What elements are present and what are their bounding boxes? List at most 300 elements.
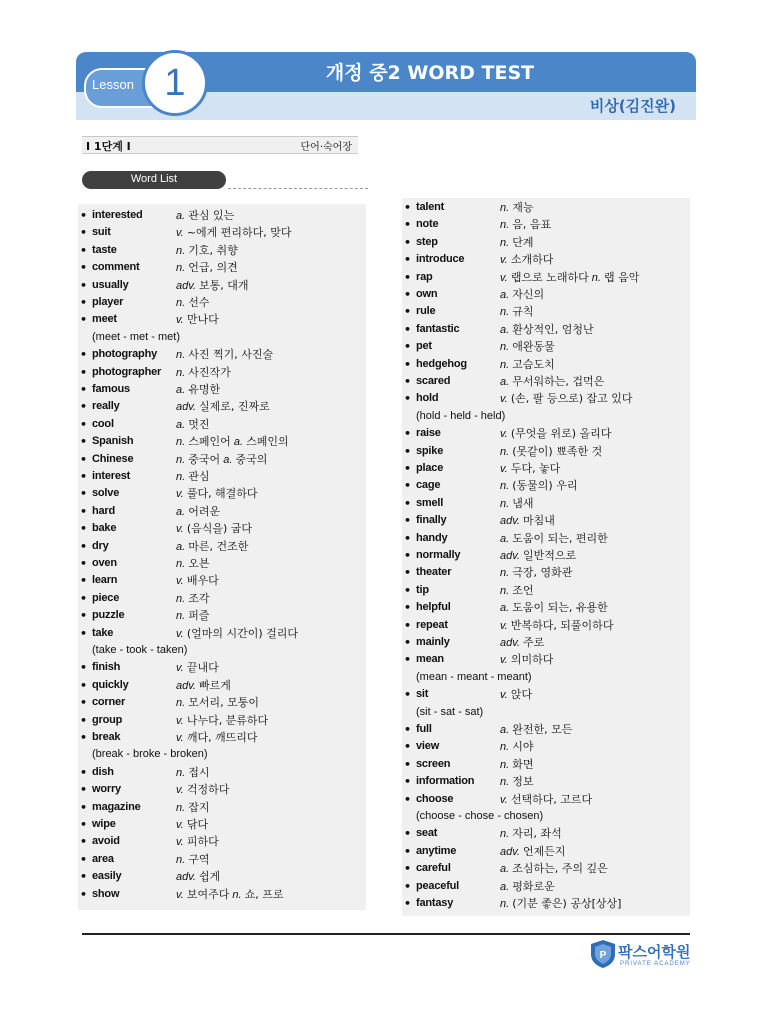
part-of-speech: v. — [176, 662, 184, 675]
vocab-definition — [500, 599, 608, 617]
vocab-word: repeat — [416, 618, 448, 631]
bullet-icon: • — [404, 444, 412, 458]
verb-forms: (meet - met - met) — [92, 330, 181, 343]
meaning: 잡지 — [188, 800, 210, 814]
vocab-word: magazine — [92, 800, 141, 813]
part-of-speech: a. — [176, 210, 186, 222]
vocab-definition — [500, 878, 555, 896]
word-list-label: Word List — [130, 173, 178, 185]
bullet-icon: • — [80, 417, 88, 431]
vocab-definition — [176, 712, 268, 730]
part-of-speech: n. — [591, 271, 601, 284]
bullet-icon: • — [80, 539, 88, 553]
vocab-definition — [176, 346, 273, 364]
part-of-speech: n. — [176, 436, 186, 449]
vocab-definition — [500, 460, 560, 478]
meaning: (얼마의 시간이) 걸리다 — [186, 626, 299, 640]
vocab-definition — [176, 416, 210, 434]
bullet-icon: • — [80, 487, 88, 501]
vocab-definition — [500, 477, 577, 495]
bullet-icon: • — [80, 678, 88, 692]
vocab-word: learn — [92, 574, 118, 587]
verb-forms: (break - broke - broken) — [92, 748, 208, 761]
page-title: 개정 중2 WORD TEST — [325, 62, 535, 84]
vocab-definition — [176, 520, 252, 538]
meaning: 음, 음표 — [512, 218, 552, 232]
part-of-speech: v. — [176, 819, 184, 831]
part-of-speech: n. — [500, 567, 510, 580]
page-subtitle: 비상(김진완) — [589, 97, 676, 115]
meaning: 닦다 — [186, 818, 209, 831]
bullet-icon: • — [404, 218, 412, 232]
meaning: 중국어 — [188, 452, 221, 466]
part-of-speech: v. — [176, 488, 184, 501]
vocab-word: full — [416, 723, 432, 735]
bullet-icon: • — [80, 522, 88, 536]
vocab-definition — [176, 398, 270, 416]
vocab-definition — [500, 495, 534, 513]
meaning: 도움이 되는, 편리한 — [512, 531, 608, 545]
bullet-icon: • — [80, 783, 88, 797]
bullet-icon: • — [80, 609, 88, 623]
meaning: 구역 — [188, 852, 210, 866]
vocab-word: finish — [92, 661, 121, 674]
meaning: 보통, 대개 — [199, 278, 249, 292]
meaning: (무엇을 위로) 올리다 — [510, 427, 612, 441]
bullet-icon: • — [80, 261, 88, 275]
meaning: 모서리, 모퉁이 — [188, 696, 259, 710]
part-of-speech: adv. — [176, 679, 196, 692]
vocab-word: cage — [416, 479, 441, 492]
vocab-definition — [176, 468, 210, 486]
stage-box — [82, 136, 358, 154]
vocab-definition — [500, 356, 555, 374]
vocab-word: smell — [416, 496, 444, 509]
vocab-definition — [176, 381, 220, 399]
bullet-icon: • — [80, 383, 88, 396]
meaning: 선택하다, 고르다 — [510, 792, 593, 806]
part-of-speech: a. — [233, 436, 244, 449]
part-of-speech: n. — [500, 236, 510, 249]
part-of-speech: v. — [176, 227, 184, 240]
meaning: 나누다, 분류하다 — [186, 713, 269, 727]
vocab-definition — [500, 286, 544, 304]
vocab-word: anytime — [416, 844, 457, 857]
meaning: 의미하다 — [510, 653, 554, 667]
vocab-definition — [500, 373, 604, 391]
meaning: 조심하는, 주의 깊은 — [512, 862, 608, 876]
vocab-definition — [176, 625, 298, 643]
bullet-icon: • — [404, 653, 412, 667]
meaning: 선수 — [188, 296, 210, 309]
vocab-word: hard — [92, 504, 116, 517]
bullet-icon: • — [80, 557, 88, 570]
vocab-definition — [500, 651, 553, 669]
meaning: 언제든지 — [523, 844, 566, 858]
vocab-word: oven — [92, 557, 117, 569]
vocab-word: take — [92, 626, 114, 639]
vocab-word: avoid — [92, 835, 120, 848]
part-of-speech: n. — [500, 898, 510, 910]
vocab-word: screen — [416, 757, 451, 770]
part-of-speech: v. — [500, 619, 508, 632]
part-of-speech: n. — [176, 262, 186, 275]
meaning: 반복하다, 되풀이하다 — [510, 618, 614, 632]
shield-logo-icon — [590, 939, 616, 969]
meaning: 조언 — [512, 583, 534, 597]
vocab-word: raise — [416, 427, 441, 440]
vocab-definition — [176, 694, 259, 712]
vocab-definition — [500, 617, 613, 635]
part-of-speech: v. — [176, 784, 184, 797]
part-of-speech: v. — [176, 836, 184, 849]
part-of-speech: a. — [500, 323, 510, 336]
part-of-speech: a. — [500, 724, 510, 736]
footer-divider — [82, 933, 690, 935]
meaning: (음식을) 굽다 — [186, 522, 253, 536]
meaning: 무서워하는, 겁먹은 — [512, 375, 605, 388]
vocab-definition — [176, 886, 284, 904]
bullet-icon: • — [404, 897, 412, 910]
bullet-icon: • — [404, 496, 412, 510]
vocab-definition — [500, 321, 594, 339]
part-of-speech: v. — [500, 654, 508, 667]
part-of-speech: v. — [176, 732, 184, 744]
meaning: 규칙 — [512, 305, 534, 319]
vocab-definition — [176, 607, 210, 625]
part-of-speech: n. — [500, 306, 510, 319]
vocab-definition — [500, 234, 534, 252]
vocab-word: peaceful — [416, 879, 460, 892]
meaning: 냄새 — [512, 496, 534, 510]
bullet-icon: • — [404, 636, 412, 649]
vocab-word: own — [416, 288, 438, 300]
part-of-speech: n. — [176, 592, 186, 605]
vocab-word: worry — [92, 783, 121, 796]
bullet-icon: • — [80, 765, 88, 779]
meaning: 보여주다 — [186, 887, 230, 901]
bullet-icon: • — [404, 618, 412, 632]
meaning: 빠르게 — [199, 678, 231, 692]
meaning: 극장, 영화관 — [512, 566, 573, 580]
meaning: (손, 팔 등으로) 잡고 있다 — [510, 392, 633, 406]
meaning: 관심 있는 — [188, 209, 235, 222]
meaning: ~에게 편리하다, 맞다 — [186, 226, 292, 240]
part-of-speech: n. — [500, 741, 510, 754]
meaning: 접시 — [188, 765, 210, 779]
vocab-word: break — [92, 731, 121, 743]
part-of-speech: a. — [500, 880, 510, 893]
vocab-word: solve — [92, 487, 120, 500]
meaning: 랩 음악 — [604, 270, 640, 284]
bullet-icon: • — [404, 844, 412, 858]
part-of-speech: adv. — [176, 871, 196, 884]
bullet-icon: • — [80, 452, 88, 466]
vocab-definition — [176, 677, 231, 695]
bullet-icon: • — [404, 357, 412, 371]
stage-category: 단어·숙어장 — [300, 142, 352, 153]
vocab-word: really — [92, 400, 120, 413]
bullet-icon: • — [404, 392, 412, 406]
bullet-icon: • — [404, 601, 412, 615]
part-of-speech: v. — [500, 393, 508, 406]
part-of-speech: adv. — [500, 845, 520, 858]
vocab-word: show — [92, 887, 120, 900]
part-of-speech: v. — [176, 627, 184, 640]
meaning: 실제로, 진짜로 — [199, 400, 270, 414]
part-of-speech: n. — [176, 349, 186, 362]
part-of-speech: n. — [500, 828, 510, 841]
vocab-word: fantasy — [416, 897, 454, 909]
part-of-speech: a. — [176, 540, 186, 553]
bullet-icon: • — [80, 278, 88, 292]
meaning: 풀다, 해결하다 — [186, 487, 258, 501]
vocab-definition — [500, 390, 633, 408]
bullet-icon: • — [404, 462, 412, 475]
bullet-icon: • — [80, 504, 88, 518]
part-of-speech: adv. — [176, 279, 196, 292]
vocab-definition — [500, 216, 551, 234]
bullet-icon: • — [404, 305, 412, 319]
bullet-icon: • — [80, 887, 88, 901]
bullet-icon: • — [80, 818, 88, 831]
vocab-definition — [500, 530, 608, 548]
meaning: 깨다, 깨뜨리다 — [186, 731, 258, 744]
vocab-word: introduce — [416, 253, 465, 266]
vocab-definition — [500, 738, 534, 756]
part-of-speech: n. — [176, 297, 186, 309]
vocab-definition — [176, 659, 219, 677]
bullet-icon: • — [80, 574, 88, 588]
vocab-definition — [176, 572, 219, 590]
bullet-icon: • — [80, 591, 88, 605]
part-of-speech: n. — [176, 366, 186, 379]
vocab-word: piece — [92, 591, 120, 604]
part-of-speech: n. — [500, 758, 510, 771]
part-of-speech: v. — [176, 314, 184, 327]
meaning: 쉽게 — [199, 870, 221, 884]
lesson-label: Lesson — [92, 77, 134, 92]
meaning: 자신의 — [512, 288, 545, 301]
bullet-icon: • — [80, 435, 88, 449]
part-of-speech: n. — [500, 219, 510, 232]
vocab-definition — [176, 503, 220, 521]
bullet-icon: • — [404, 288, 412, 301]
meaning: 만나다 — [186, 313, 219, 327]
vocab-definition — [500, 756, 534, 774]
part-of-speech: a. — [500, 602, 510, 615]
vocab-definition — [176, 277, 249, 295]
vocab-definition — [176, 868, 220, 886]
part-of-speech: a. — [500, 376, 510, 388]
meaning: 평화로운 — [512, 879, 555, 893]
divider — [228, 188, 368, 189]
word-column-left — [78, 204, 366, 910]
vocab-word: careful — [416, 862, 451, 875]
part-of-speech: a. — [176, 505, 186, 518]
vocab-definition — [500, 721, 572, 739]
meaning: 스페인어 — [188, 435, 231, 449]
vocab-definition — [176, 799, 210, 817]
part-of-speech: n. — [176, 558, 186, 570]
vocab-word: corner — [92, 696, 126, 709]
part-of-speech: v. — [500, 428, 508, 441]
verb-forms: (choose - chose - chosen) — [416, 810, 544, 822]
meaning: 소개하다 — [510, 253, 554, 267]
vocab-definition — [176, 833, 219, 851]
academy-logo-text: 팍스어학원 — [618, 943, 691, 961]
vocab-word: dry — [92, 539, 109, 552]
vocab-word: fantastic — [416, 322, 460, 335]
part-of-speech: a. — [500, 863, 510, 876]
vocab-definition — [176, 259, 238, 277]
meaning: 피하다 — [186, 835, 219, 849]
meaning: 애완동물 — [512, 340, 555, 354]
vocab-definition — [500, 825, 562, 843]
vocab-word: pet — [416, 340, 432, 353]
vocab-definition — [500, 425, 611, 443]
part-of-speech: n. — [500, 358, 510, 371]
bullet-icon: • — [80, 835, 88, 849]
vocab-definition — [176, 485, 258, 503]
meaning: 기호, 취향 — [188, 243, 238, 257]
bullet-icon: • — [404, 723, 412, 736]
vocab-definition — [176, 590, 210, 608]
vocab-word: dish — [92, 765, 114, 778]
bullet-icon: • — [404, 827, 412, 841]
vocab-definition — [500, 773, 534, 791]
part-of-speech: n. — [176, 471, 186, 483]
part-of-speech: v. — [500, 793, 508, 806]
vocab-definition — [500, 303, 534, 321]
meaning: 완전한, 모든 — [512, 723, 573, 736]
vocab-definition — [500, 895, 621, 913]
part-of-speech: n. — [500, 584, 510, 597]
part-of-speech: v. — [500, 463, 508, 475]
vocab-word: famous — [92, 383, 130, 395]
meaning: 시야 — [512, 740, 534, 754]
bullet-icon: • — [404, 375, 412, 388]
bullet-icon: • — [404, 879, 412, 893]
bullet-icon: • — [404, 792, 412, 806]
vocab-word: comment — [92, 261, 140, 274]
meaning: 스페인의 — [246, 435, 289, 449]
vocab-word: mainly — [416, 636, 450, 648]
meaning: 마른, 건조한 — [188, 539, 249, 553]
bullet-icon: • — [80, 713, 88, 727]
vocab-definition — [176, 242, 238, 260]
part-of-speech: n. — [500, 497, 510, 510]
vocab-word: helpful — [416, 601, 451, 614]
meaning: 두다, 놓다 — [510, 462, 561, 475]
vocab-word: mean — [416, 653, 444, 666]
bullet-icon: • — [404, 235, 412, 249]
verb-forms: (hold - held - held) — [416, 409, 506, 422]
vocab-definition — [176, 538, 248, 556]
meaning: 오븐 — [188, 557, 210, 570]
vocab-word: Chinese — [92, 452, 134, 465]
bullet-icon: • — [404, 201, 412, 214]
meaning: (못같이) 뾰족한 것 — [512, 444, 603, 458]
meaning: 관심 — [188, 470, 210, 483]
vocab-word: quickly — [92, 678, 129, 691]
vocab-word: photographer — [92, 365, 162, 378]
meaning: 정보 — [512, 775, 534, 789]
bullet-icon: • — [80, 296, 88, 309]
meaning: (동물의) 우리 — [512, 479, 578, 493]
vocab-word: rule — [416, 305, 436, 318]
vocab-definition — [176, 764, 210, 782]
meaning: 유명한 — [188, 383, 221, 396]
vocab-definition — [176, 311, 219, 329]
bullet-icon: • — [80, 731, 88, 744]
bullet-icon: • — [404, 757, 412, 771]
part-of-speech: v. — [500, 254, 508, 267]
meaning: 환상적인, 엄청난 — [512, 322, 594, 336]
vocab-word: hold — [416, 392, 439, 405]
vocab-word: sit — [416, 688, 429, 701]
vocab-definition — [500, 547, 576, 565]
part-of-speech: adv. — [500, 550, 520, 562]
academy-logo-subtext: PRIVATE ACADEMY — [620, 961, 691, 967]
part-of-speech: a. — [176, 418, 186, 431]
meaning: 화면 — [512, 757, 534, 771]
bullet-icon: • — [404, 514, 412, 528]
vocab-definition — [500, 582, 534, 600]
vocab-definition — [176, 816, 208, 834]
bullet-icon: • — [404, 566, 412, 580]
part-of-speech: adv. — [500, 515, 520, 528]
vocab-definition — [176, 451, 267, 469]
bullet-icon: • — [80, 209, 88, 222]
part-of-speech: adv. — [176, 401, 196, 414]
part-of-speech: n. — [232, 888, 242, 901]
meaning: 주로 — [523, 636, 545, 649]
vocab-word: scared — [416, 375, 451, 387]
vocab-word: choose — [416, 792, 454, 805]
part-of-speech: v. — [500, 689, 508, 702]
vocab-word: step — [416, 235, 438, 248]
vocab-word: bake — [92, 522, 117, 535]
vocab-definition — [500, 860, 608, 878]
stage-label: I 1단계 I — [86, 140, 131, 153]
vocab-definition — [500, 686, 532, 704]
vocab-word: hedgehog — [416, 357, 467, 370]
vocab-definition — [500, 199, 534, 217]
meaning: 랩으로 노래하다 — [510, 270, 589, 284]
vocab-word: finally — [416, 514, 447, 527]
vocab-word: player — [92, 296, 124, 308]
bullet-icon: • — [80, 243, 88, 257]
vocab-word: Spanish — [92, 435, 134, 448]
vocab-word: rap — [416, 270, 433, 283]
bullet-icon: • — [404, 340, 412, 354]
vocab-definition — [500, 269, 639, 287]
part-of-speech: n. — [176, 610, 186, 623]
bullet-icon: • — [80, 626, 88, 640]
vocab-definition — [500, 564, 572, 582]
bullet-icon: • — [404, 549, 412, 562]
bullet-icon: • — [80, 470, 88, 483]
bullet-icon: • — [80, 348, 88, 362]
part-of-speech: adv. — [500, 637, 520, 649]
vocab-word: seat — [416, 827, 438, 840]
meaning: 배우다 — [186, 574, 219, 588]
bullet-icon: • — [404, 775, 412, 789]
bullet-icon: • — [404, 253, 412, 267]
vocab-definition — [176, 207, 234, 225]
vocab-word: note — [416, 218, 439, 231]
